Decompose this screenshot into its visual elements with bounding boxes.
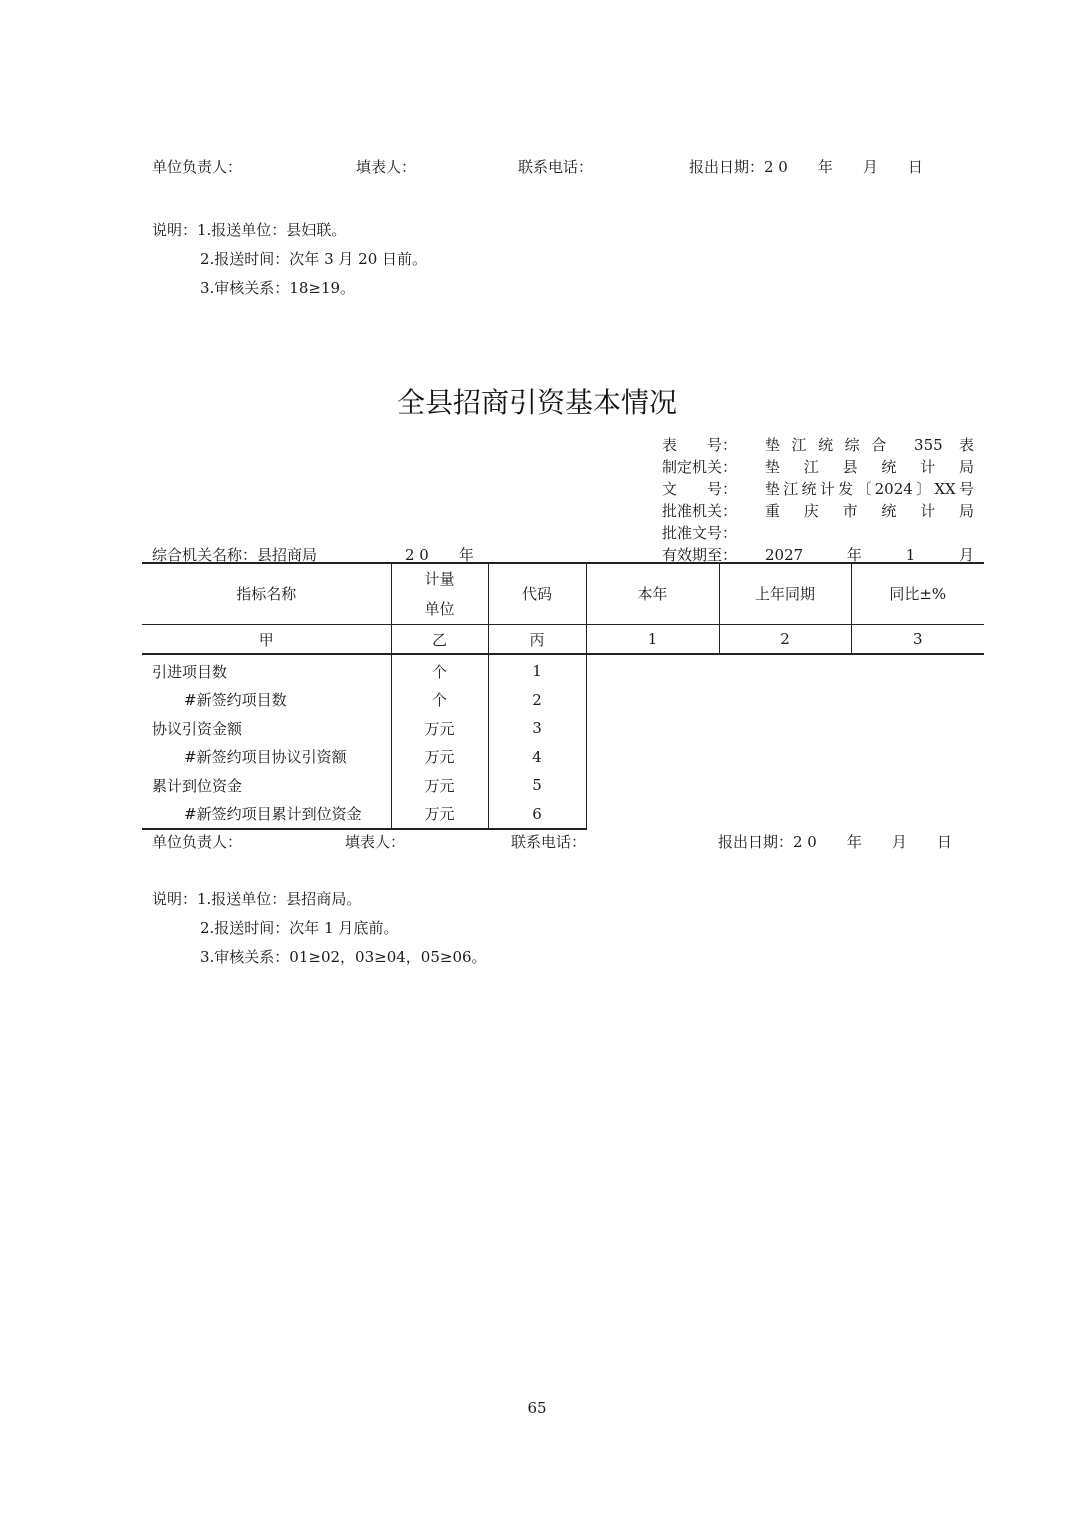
table-header-row — [142, 563, 984, 625]
bottom-phone-label: 联系电话： — [511, 833, 587, 851]
subheader-col3: 3 — [851, 625, 984, 655]
data-entry-area[interactable] — [586, 654, 984, 829]
meta-value-issuer: 垫江县统计局 — [765, 458, 974, 476]
meta-label-valid-until: 有效期至： — [662, 546, 738, 564]
report-year: 2 0 年 — [405, 546, 474, 564]
subheader-jia: 甲 — [142, 625, 391, 655]
top-note-1: 说明：1.报送单位：县妇联。 — [152, 221, 347, 239]
bottom-note-3: 3.审核关系：01≥02，03≥04，05≥06。 — [200, 948, 487, 966]
meta-value-doc-no: 垫江统计发〔2024〕XX号 — [765, 480, 974, 498]
meta-label-approval-no: 批准文号： — [662, 524, 738, 542]
bottom-unit-head-label: 单位负责人： — [152, 833, 243, 851]
header-current-year: 本年 — [586, 563, 719, 625]
stat-table — [142, 562, 984, 830]
top-report-date-label: 报出日期：2 0 年 月 日 — [689, 158, 923, 176]
header-unit — [391, 563, 488, 625]
row-name: #新签约项目协议引资额 — [142, 743, 391, 772]
top-unit-head-label: 单位负责人： — [152, 158, 243, 176]
row-code: 5 — [488, 771, 586, 800]
meta-label-doc-no: 文 号： — [662, 480, 738, 498]
row-code: 4 — [488, 743, 586, 772]
row-code: 3 — [488, 714, 586, 743]
row-name: #新签约项目数 — [142, 686, 391, 715]
meta-label-approver: 批准机关： — [662, 502, 738, 520]
top-note-2: 2.报送时间：次年 3 月 20 日前。 — [200, 250, 428, 268]
meta-value-approver: 重庆市统计局 — [765, 502, 974, 520]
meta-label-form-no: 表 号： — [662, 436, 738, 454]
subheader-yi: 乙 — [391, 625, 488, 655]
header-code: 代码 — [488, 563, 586, 625]
bottom-note-1: 说明：1.报送单位：县招商局。 — [152, 890, 362, 908]
header-indicator-name: 指标名称 — [142, 563, 391, 625]
bottom-note-2: 2.报送时间：次年 1 月底前。 — [200, 919, 399, 937]
page-title: 全县招商引资基本情况 — [396, 386, 677, 419]
meta-value-form-no: 垫江统综合 355 表 — [765, 436, 974, 454]
meta-label-issuer: 制定机关： — [662, 458, 738, 476]
subheader-col2: 2 — [719, 625, 851, 655]
row-code: 1 — [488, 654, 586, 686]
bottom-filler-label: 填表人： — [345, 833, 406, 851]
meta-value-valid-until: 2027年1月 — [765, 546, 974, 564]
header-last-year: 上年同期 — [719, 563, 851, 625]
org-name: 综合机关名称：县招商局 — [152, 546, 318, 564]
row-unit: 个 — [391, 654, 488, 686]
row-unit: 万元 — [391, 800, 488, 830]
row-name: #新签约项目累计到位资金 — [142, 800, 391, 830]
page-number: 65 — [527, 1399, 547, 1417]
row-code: 6 — [488, 800, 586, 830]
row-unit: 个 — [391, 686, 488, 715]
subheader-col1: 1 — [586, 625, 719, 655]
header-unit-line2: 单位 — [424, 600, 455, 618]
table-subheader-row — [142, 625, 984, 655]
bottom-report-date-label: 报出日期：2 0 年 月 日 — [718, 833, 952, 851]
header-yoy: 同比±% — [851, 563, 984, 625]
top-filler-label: 填表人： — [356, 158, 417, 176]
row-unit: 万元 — [391, 771, 488, 800]
row-unit: 万元 — [391, 714, 488, 743]
top-note-3: 3.审核关系：18≥19。 — [200, 279, 356, 297]
subheader-bing: 丙 — [488, 625, 586, 655]
row-name: 累计到位资金 — [142, 771, 391, 800]
row-name: 引进项目数 — [142, 654, 391, 686]
top-phone-label: 联系电话： — [518, 158, 594, 176]
row-unit: 万元 — [391, 743, 488, 772]
row-name: 协议引资金额 — [142, 714, 391, 743]
header-unit-line1: 计量 — [424, 570, 455, 588]
table-row — [142, 654, 984, 686]
row-code: 2 — [488, 686, 586, 715]
